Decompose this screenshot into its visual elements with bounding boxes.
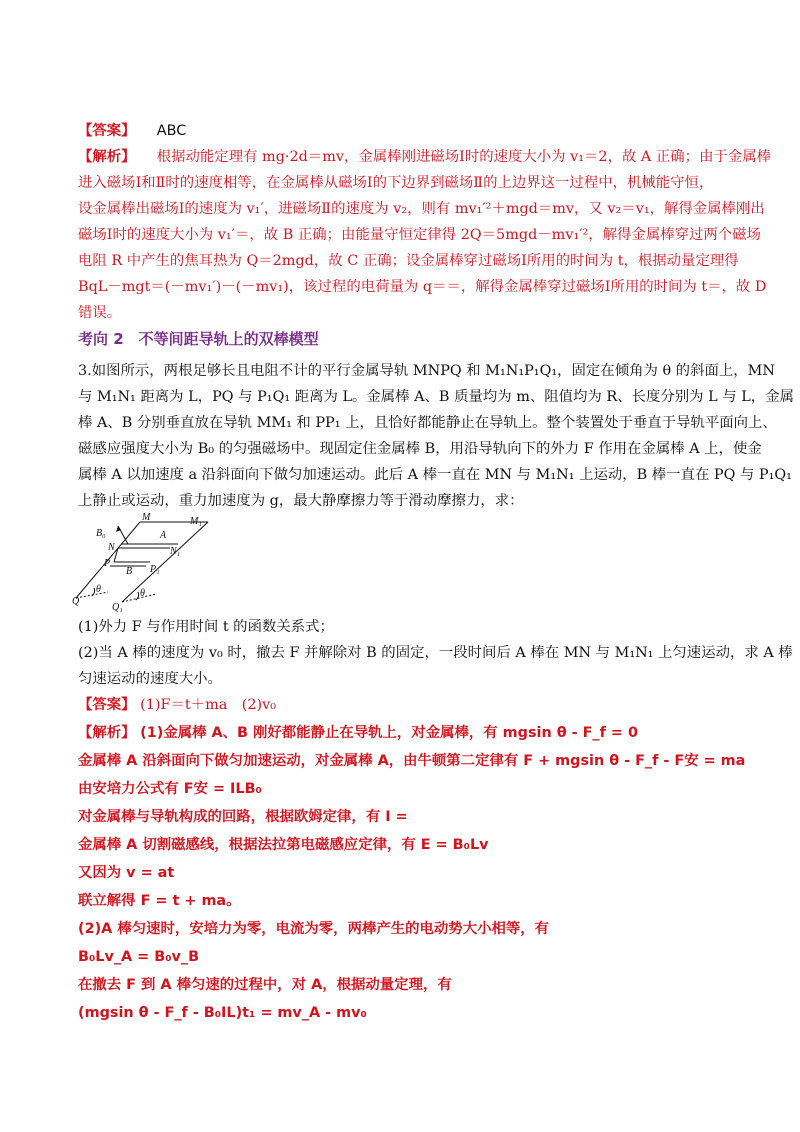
analysis-2-line-9: 在撤去 F 到 A 棒匀速的过程中，对 A，根据动量定理，有 [78,977,452,993]
answer-text: ABC [156,123,187,139]
label-q: Q [72,596,80,607]
answer-label: 【答案】 [78,122,136,139]
analysis-2-line-7: (2)A 棒匀速时，安培力为零，电流为零，两棒产生的电动势大小相等，有 [78,921,550,937]
label-p: P [104,558,111,569]
analysis-2-line-8: B₀Lv_A = B₀v_B [78,949,200,965]
label-b: B [126,566,133,577]
problem-3-line-0: 3.如图所示，两根足够长且电阻不计的平行金属导轨 MNPQ 和 M₁N₁P₁Q₁，固定在倾角为 θ 的斜面上，MN [78,363,775,379]
analysis-2-line-1: 金属棒 A 沿斜面向下做匀加速运动，对金属棒 A，由牛顿第二定律有 F + mgsin θ - F_f - F安 = ma [78,753,746,769]
rail-diagram [70,512,215,612]
analysis-2-line-6: 联立解得 F = t + ma。 [78,893,241,909]
analysis-label: 【解析】 [78,724,136,741]
answer-text: (1)F＝t＋ma (2)v₀ [140,697,276,713]
label-q1: Q₁ [112,602,123,612]
b0-arrowhead [116,526,121,532]
analysis-2-line-10: (mgsin θ - F_f - B₀IL)t₁ = mv_A - mv₀ [78,1005,367,1021]
answer-1 [78,121,186,141]
analysis-text: 根据动能定理有 mg·2d＝mv，金属棒刚进磁场Ⅰ时的速度大小为 v₁＝2，故 A 正确；由于金属棒 [156,149,772,165]
answer-label: 【答案】 [78,696,136,713]
analysis-1-line-0 [78,147,771,167]
question-1: (1)外力 F 与作用时间 t 的函数关系式； [78,619,334,635]
label-m: M [142,512,151,523]
label-n1: N₁ [170,546,181,557]
problem-3-line-2: 棒 A、B 分别垂直放在导轨 MM₁ 和 PP₁ 上，且恰好都能静止在导轨上。整个装置处于垂直于导轨平面向上、 [78,415,777,431]
section-heading: 考向 2 不等间距导轨上的双棒模型 [78,330,319,348]
label-b0: B₀ [96,528,106,539]
problem-3-line-3: 磁感应强度大小为 B₀ 的匀强磁场中。现固定住金属棒 B，用沿导轨向下的外力 F 作用在金属棒 A 上，使金 [78,441,762,457]
analysis-2-line-3: 对金属棒与导轨构成的回路，根据欧姆定律，有 I = [78,809,408,825]
analysis-2-line-4: 金属棒 A 切割磁感线，根据法拉第电磁感应定律，有 E = B₀Lv [78,837,489,853]
analysis-1-line-6: 错误。 [78,305,122,321]
problem-3-line-4: 属棒 A 以加速度 a 沿斜面向下做匀加速运动。此后 A 棒一直在 MN 与 M₁N₁ 上运动，B 棒一直在 PQ 与 P₁Q₁ [78,467,792,483]
analysis-2-line-5: 又因为 v = at [78,865,175,881]
label-theta-right: θ [140,588,145,599]
label-n: N [108,542,115,553]
analysis-1-line-2: 设金属棒出磁场Ⅰ的速度为 v₁′，进磁场Ⅱ的速度为 v₂，则有 mv₁′²＋mgd＝mv，又 v₂＝v₁，解得金属棒刚出 [78,201,765,217]
angle-arc-right [136,592,139,600]
label-m1: M₁ [190,516,202,527]
question-2-line-1: 匀速运动的速度大小。 [78,671,222,687]
analysis-1-line-1: 进入磁场Ⅰ和Ⅱ时的速度相等，在金属棒从磁场Ⅰ的下边界到磁场Ⅱ的上边界这一过程中，机械能守恒， [78,175,714,191]
analysis-2-line-2: 由安培力公式有 F安 = ILB₀ [78,781,262,797]
analysis-1-line-5: BqL－mgt＝(－mv₁′)－(－mv₁)，该过程的电荷量为 q＝＝，解得金属棒穿过磁场Ⅰ所用的时间为 t＝，故 D [78,279,767,295]
label-a: A [160,530,167,541]
label-p1: P₁ [150,564,160,575]
answer-2 [78,695,276,715]
analysis-2-line-0 [78,723,638,743]
analysis-text: (1)金属棒 A、B 刚好都能静止在导轨上，对金属棒，有 mgsin θ - F_f = 0 [140,725,638,741]
label-theta-left: θ [96,584,101,595]
question-2-line-0: (2)当 A 棒的速度为 v₀ 时，撤去 F 并解除对 B 的固定，一段时间后 A 棒在 MN 与 M₁N₁ 上匀速运动，求 A 棒 [78,645,793,661]
analysis-label: 【解析】 [78,148,136,165]
problem-3-line-5: 上静止或运动，重力加速度为 g，最大静摩擦力等于滑动摩擦力，求： [78,493,524,509]
problem-3-line-1: 与 M₁N₁ 距离为 L，PQ 与 P₁Q₁ 距离为 L。金属棒 A、B 质量均为 m、阻值均为 R、长度分别为 L 与 L，金属 [78,389,794,405]
analysis-1-line-3: 磁场Ⅰ时的速度大小为 v₁′＝，故 B 正确；由能量守恒定律得 2Q＝5mgd－mv₁′²，解得金属棒穿过两个磁场 [78,227,761,243]
analysis-1-line-4: 电阻 R 中产生的焦耳热为 Q＝2mgd，故 C 正确；设金属棒穿过磁场Ⅰ所用的时间为 t，根据动量定理得 [78,253,739,269]
